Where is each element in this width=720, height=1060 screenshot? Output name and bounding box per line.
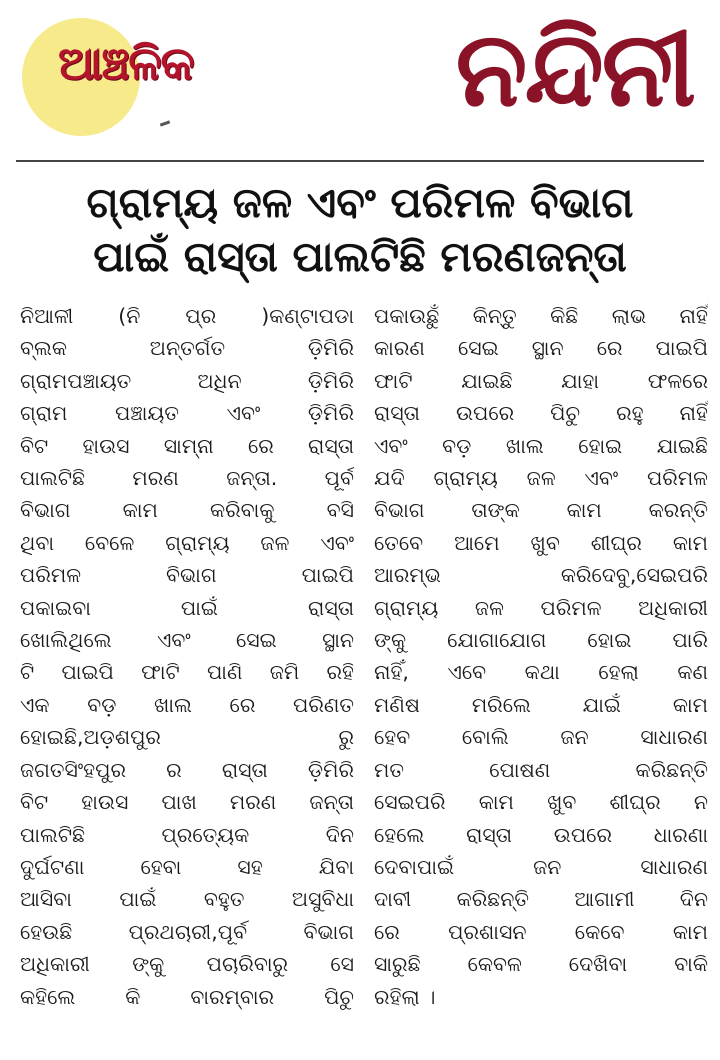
article-line: ପାଲଟିଛି ପ୍ରତ୍ୟେକ ଦିନ	[20, 822, 354, 847]
article-line: ହେଉଛି ପ୍ରଥଚାରୀ,ପୂର୍ବ ବିଭାଗ	[20, 919, 354, 944]
article-line: ଗ୍ରାମ ପଞ୍ଚାୟତ ଏବଂ ଡ଼ିମିରି	[20, 401, 354, 426]
article-line: ଯଦି ଗ୍ରାମ୍ୟ ଜଳ ଏବଂ ପରିମଳ	[374, 466, 708, 491]
article-line: ଦାବୀ କରିଛନ୍ତି ଆଗାମୀ ଦିନ	[374, 887, 708, 912]
brand-logo-right: ନନ୍ଦିନୀ	[455, 8, 694, 130]
article-line: ପକାଉଛୁଁ କିନ୍ତୁ କିଛି ଲାଭ ନାହିଁ	[374, 304, 708, 328]
article-line: ଆସିବା ପାଇଁ ବହୁତ ଅସୁବିଧା	[20, 887, 354, 912]
article-line: କାରଣ ସେଇ ସ୍ଥାନ ରେ ପାଇପି	[374, 336, 708, 361]
article-line: ଖୋଲିଥିଲେ ଏବଂ ସେଇ ସ୍ଥାନ	[20, 628, 354, 653]
article-column-left	[20, 300, 354, 1050]
article-line: ଟି ପାଇପି ଫାଟି ପାଣି ଜମି ରହି	[20, 660, 354, 685]
article-body	[20, 300, 708, 1050]
article-line: ରାସ୍ତା ଉପରେ ପିଚୁ ରହୁ ନାହିଁ	[374, 401, 708, 426]
article-line: ସାରୁଛି କେବଳ ଦେଖିବା ବାକି	[374, 952, 708, 977]
article-line: ବିଟ ହାଉସ ପାଖ ମରଣ ଜନ୍ତା	[20, 790, 354, 815]
article-line: କହିଲେ କି ବାରମ୍ବାର ପିଚୁ	[20, 984, 354, 1009]
article-line: ଏବଂ ବଡ଼ ଖାଲ ହୋଇ ଯାଇଛି	[374, 433, 708, 458]
article-line: ଦେବାପାଇଁ ଜନ ସାଧାରଣ	[374, 854, 708, 879]
article-line: ବିଟ ହାଉସ ସାମ୍ନା ରେ ରାସ୍ତା	[20, 433, 354, 458]
article-line: ହୋଇଛି,ଅଡ଼ଶପୁର ରୁ	[20, 725, 354, 750]
masthead	[0, 0, 720, 162]
article-line: ଆରମ୍ଭ କରିଦେବୁ,ସେଇପରି	[374, 563, 708, 588]
article-line: ହେବ ବୋଲି ଜନ ସାଧାରଣ	[374, 725, 708, 750]
article-line: ତେବେ ଆମେ ଖୁବ ଶୀଘ୍ର କାମ	[374, 530, 708, 555]
decorative-mark	[160, 120, 170, 126]
article-line: ହେଲେ ରାସ୍ତା ଉପରେ ଧାରଣା	[374, 822, 708, 847]
article-line: ଗ୍ରାମ୍ୟ ଜଳ ପରିମଳ ଅଧିକାରୀ	[374, 595, 708, 620]
brand-logo-left: ଆଞ୍ଚଳିକ	[58, 36, 194, 90]
article-line: ନାହିଁ, ଏବେ କଥା ହେଲା କଣ	[374, 660, 708, 685]
article-line: ବିଭାଗ ତାଙ୍କ କାମ କରନ୍ତି	[374, 498, 708, 523]
article-line: ଦୁର୍ଘଟଣା ହେବା ସହ ଯିବା	[20, 854, 354, 879]
article-line: ଜଗତସିଂହପୁର ର ରାସ୍ତା ଡ଼ିମିରି	[20, 757, 354, 782]
masthead-divider	[16, 160, 704, 162]
headline-line-2: ପାଇଁ ରାସ୍ତା ପାଲଟିଛି ମରଣଜନ୍ତା	[93, 232, 627, 281]
article-line: ବିଭାଗ କାମ କରିବାକୁ ବସି	[20, 498, 354, 523]
article-line: ଙ୍କୁ ଯୋଗାଯୋଗ ହୋଇ ପାରି	[374, 628, 708, 653]
article-line: ଫାଟି ଯାଇଛି ଯାହା ଫଳରେ	[374, 368, 708, 393]
headline-line-1: ଗ୍ରାମ୍ୟ ଜଳ ଏବଂ ପରିମଳ ବିଭାଗ	[86, 178, 634, 227]
article-line: ମଣିଷ ମରିଲେ ଯାଇଁ କାମ	[374, 692, 708, 717]
article-line: ପରିମଳ ବିଭାଗ ପାଇପି	[20, 563, 354, 588]
article-line: ରହିଲା ।	[374, 984, 436, 1009]
article-line: ବ୍ଲକ ଅନ୍ତର୍ଗତ ଡ଼ିମିରି	[20, 336, 354, 361]
article-line: ସେଇପରି କାମ ଖୁବ ଶୀଘ୍ର ନ	[374, 790, 708, 815]
article-headline	[20, 176, 700, 284]
article-line: ଗ୍ରାମପଞ୍ଚାୟତ ଅଧିନ ଡ଼ିମିରି	[20, 368, 354, 393]
article-line: ଅଧିକାରୀ ଙ୍କୁ ପଚାରିବାରୁ ସେ	[20, 952, 354, 977]
article-line: ପକାଇବା ପାଇଁ ରାସ୍ତା	[20, 595, 354, 620]
article-line: ଏକ ବଡ଼ ଖାଲ ରେ ପରିଣତ	[20, 692, 354, 717]
article-line: ମତ ପୋଷଣ କରିଛନ୍ତି	[374, 757, 708, 782]
article-line: ପାଲଟିଛି ମରଣ ଜନ୍ତା. ପୂର୍ବ	[20, 466, 354, 491]
article-line: ଥିବା ବେଳେ ଗ୍ରାମ୍ୟ ଜଳ ଏବଂ	[20, 530, 354, 555]
article-column-right	[374, 300, 708, 1050]
article-line: ନିଆଳୀ (ନି ପ୍ର )କଣ୍ଟାପଡା	[20, 304, 354, 328]
article-line: ରେ ପ୍ରଶାସନ କେବେ କାମ	[374, 919, 708, 944]
